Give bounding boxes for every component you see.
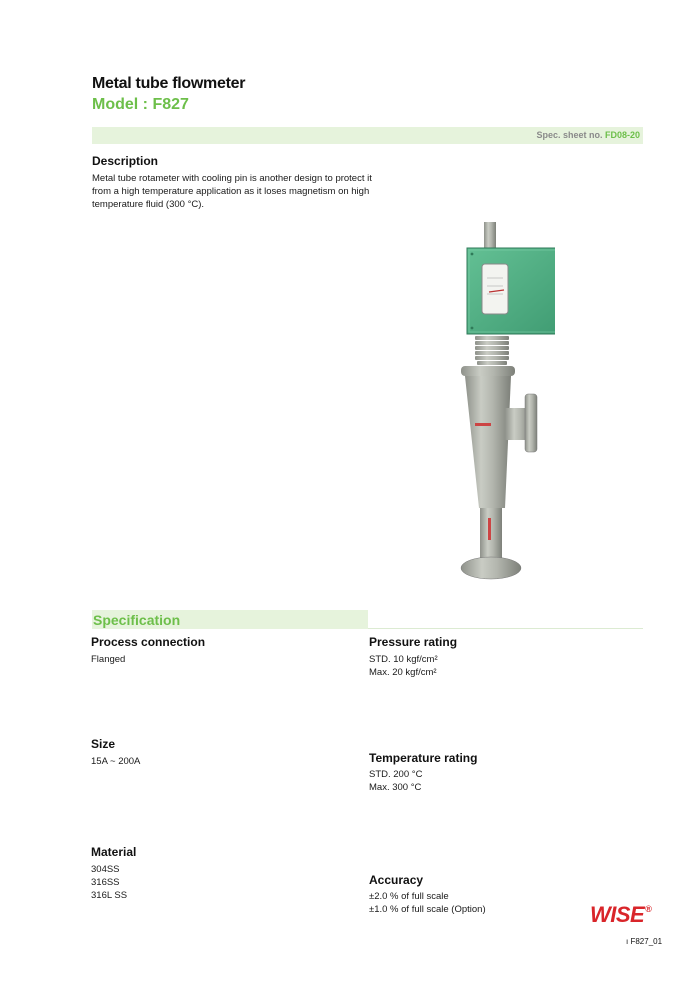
spec-sheet-label: [536, 130, 640, 140]
size-heading: Size: [91, 737, 116, 751]
temperature-rating-value: STD. 200 °C Max. 300 °C: [369, 769, 423, 793]
material-heading: Material: [91, 845, 137, 859]
pressure-rating-heading: Pressure rating: [369, 635, 458, 649]
page-code: ı F827_01: [626, 937, 663, 946]
specification-divider: [368, 628, 643, 629]
process-connection-value: Flanged: [91, 654, 126, 665]
model-number: Model : F827: [92, 96, 189, 113]
temperature-rating-heading: Temperature rating: [369, 751, 478, 765]
description-heading: Description: [92, 154, 159, 168]
accuracy-value: ±2.0 % of full scale ±1.0 % of full scale (Option): [369, 891, 486, 915]
process-connection-heading: Process connection: [91, 635, 206, 649]
description-text: Metal tube rotameter with cooling pin is another design to protect it from a high temperature application as it loses magnetism on high temperature fluid (300 °C).: [92, 173, 372, 210]
material-value: 304SS 316SS 316L SS: [91, 864, 128, 901]
registered-mark: ®: [645, 904, 652, 914]
spec-sheet-number: FD08-20: [604, 130, 640, 140]
page-code-text: F827_01: [630, 937, 663, 946]
pressure-rating-value: STD. 10 kgf/cm² Max. 20 kgf/cm²: [369, 654, 438, 678]
flowmeter-product-image: [455, 218, 555, 588]
spec-sheet-label-text: Spec. sheet no.: [536, 130, 603, 140]
specification-heading: Specification: [93, 612, 181, 628]
wise-logo-text: WISE: [590, 902, 645, 927]
accuracy-heading: Accuracy: [369, 873, 424, 887]
wise-logo: [590, 902, 651, 928]
size-value: 15A ~ 200A: [91, 756, 141, 767]
document-title: Metal tube flowmeter: [92, 75, 246, 92]
